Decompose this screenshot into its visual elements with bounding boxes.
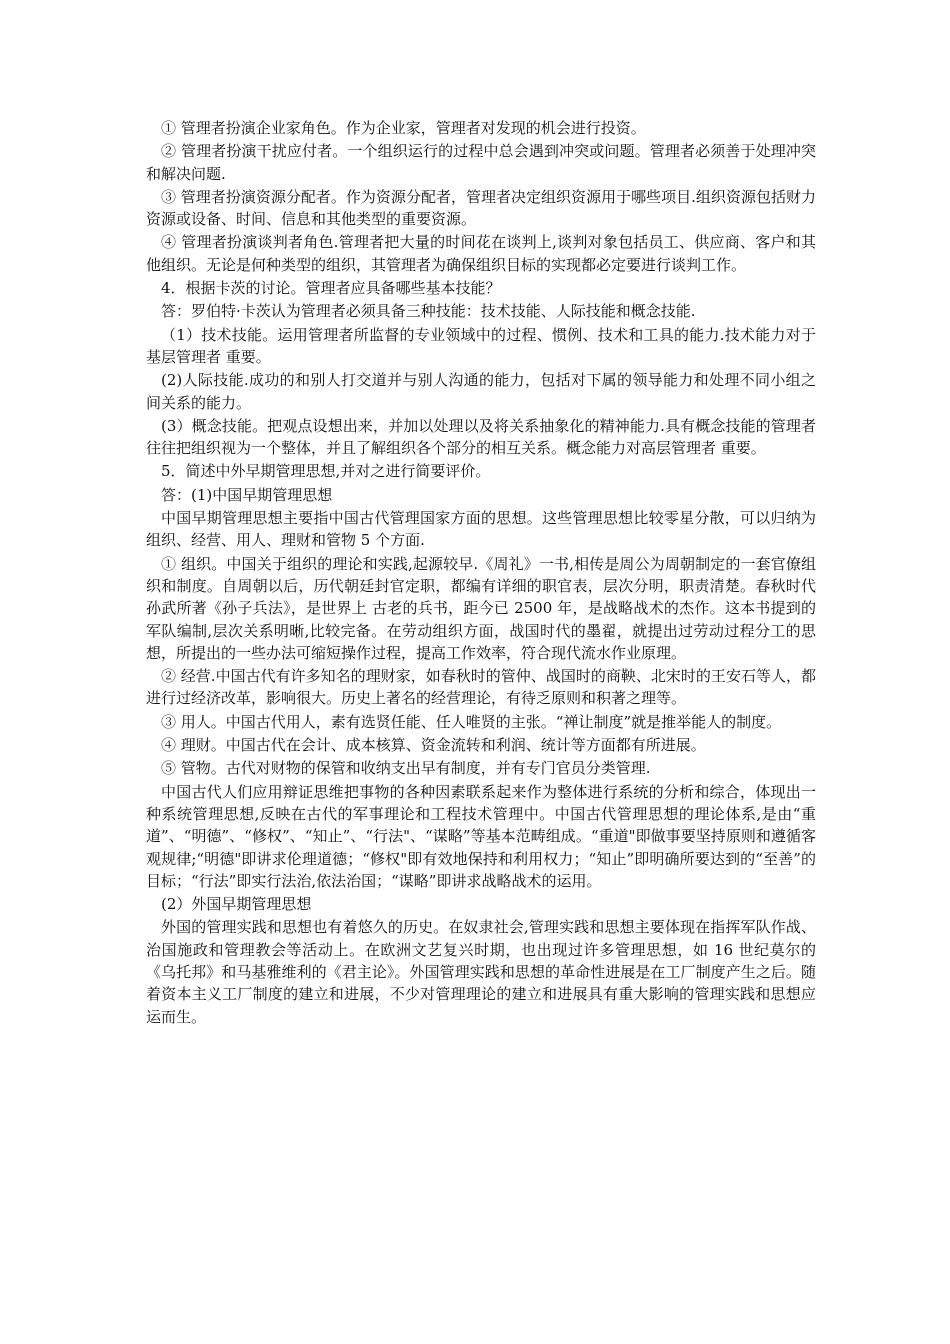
question-5: 5．简述中外早期管理思想,并对之进行简要评价。: [161, 462, 491, 481]
paragraph-conceptual-skill: (3）概念技能。把观点设想出来，并加以处理以及将关系抽象化的精神能力.具有概念技能的管理者往往把组织视为一个整体，并且了解组织各个部分的相互关系。概念能力对高层管理者 重要。: [146, 416, 816, 458]
paragraph-chinese-overview: 中国早期管理思想主要指中国古代管理国家方面的思想。这些管理思想比较零星分散，可以归纳为组织、经营、用人、理财和管物 5 个方面.: [146, 509, 816, 550]
paragraph-employment: ③ 用人。中国古代用人，素有选贤任能、任人唯贤的主张。“禅让制度”就是推举能人的制度。: [161, 712, 782, 731]
paragraph-role-entrepreneur: ① 管理者扮演企业家角色。作为企业家，管理者对发现的机会进行投资。: [161, 119, 646, 137]
paragraph-material-management: ⑤ 管物。古代对财物的保管和收纳支出早有制度，并有专门官员分类管理.: [161, 759, 651, 778]
answer-5-heading-foreign: (2）外国早期管理思想: [161, 895, 312, 914]
answer-4-intro: 答：罗伯特·卡茨认为管理者必须具备三种技能：技术技能、人际技能和概念技能.: [161, 302, 696, 321]
paragraph-finance: ④ 理财。中国古代在会计、成本核算、资金流转和利润、统计等方面都有所进展。: [161, 736, 706, 755]
document-body: [146, 117, 816, 1029]
paragraph-human-skill: (2)人际技能.成功的和别人打交道并与别人沟通的能力，包括对下属的领导能力和处理不同小组之间关系的能力。: [146, 371, 816, 412]
question-4: 4．根据卡茨的讨论。管理者应具备哪些基本技能？: [161, 279, 501, 298]
paragraph-organization: ① 组织。中国关于组织的理论和实践,起源较早.《周礼》一书,相传是周公为周朝制定的一套官僚组织和制度。自周朝以后，历代朝廷封官定职，都编有详细的职官表，层次分明，职责清楚。春秋时代孙武所著《孙子兵法》，是世界上 古老的兵书，距今已 2500 年，是战略战术的杰作。这本书提到的军队编制,层次关系明晰,比较完备。在劳动组织方面，战国时代的墨翟，就提出过劳动过程分工的思想，所提出的一些办法可缩短操作过程，提高工作效率，符合现代流水作业原理。: [146, 554, 816, 662]
paragraph-role-negotiator: ④ 管理者扮演谈判者角色.管理者把大量的时间花在谈判上,谈判对象包括员工、供应商、客户和其他组织。无论是何种类型的组织，其管理者为确保组织目标的实现都必定要进行谈判工作。: [146, 233, 816, 274]
answer-5-heading-chinese: 答：(1)中国早期管理思想: [161, 485, 333, 504]
paragraph-system-thinking: 中国古代人们应用辩证思维把事物的各种因素联系起来作为整体进行系统的分析和综合，体现出一种系统管理思想,反映在古代的军事理论和工程技术管理中。中国古代管理思想的理论体系,是由“重道”、“明德”、“修权”、“知止”、“行法"、“谋略”等基本范畴组成。“重道"即做事要坚持原则和遵循客观规律;“明德"即讲求伦理道德；“修权"即有效地保持和利用权力；“知止”即明确所要达到的“至善”的目标；“行法”即实行法治,依法治国；“谋略”即讲求战略战术的运用。: [146, 782, 816, 890]
paragraph-role-disturbance-handler: ② 管理者扮演干扰应付者。一个组织运行的过程中总会遇到冲突或问题。管理者必须善于处理冲突和解决问题.: [146, 142, 816, 183]
paragraph-role-resource-allocator: ③ 管理者扮演资源分配者。作为资源分配者，管理者决定组织资源用于哪些项目.组织资源包括财力资源或设备、时间、信息和其他类型的重要资源。: [146, 187, 816, 229]
paragraph-foreign-overview: 外国的管理实践和思想也有着悠久的历史。在奴隶社会,管理实践和思想主要体现在指挥军队作战、治国施政和管理教会等活动上。在欧洲文艺复兴时期，也出现过许多管理思想，如 16 世纪莫尔的《乌托邦》和马基雅维利的《君主论》。外国管理实践和思想的革命性进展是在工厂制度产生之后。随着资本主义工厂制度的建立和进展，不少对管理理论的建立和进展具有重大影响的管理实践和思想应运而生。: [146, 918, 816, 1026]
paragraph-technical-skill: （1）技术技能。运用管理者所监督的专业领域中的过程、惯例、技术和工具的能力.技术能力对于基层管理者 重要。: [146, 325, 816, 366]
paragraph-business: ② 经营.中国古代有许多知名的理财家，如春秋时的管仲、战国时的商鞅、北宋时的王安石等人，都进行过经济改革，影响很大。历史上著名的经营理论，有待乏原则和积著之理等。: [146, 667, 816, 708]
